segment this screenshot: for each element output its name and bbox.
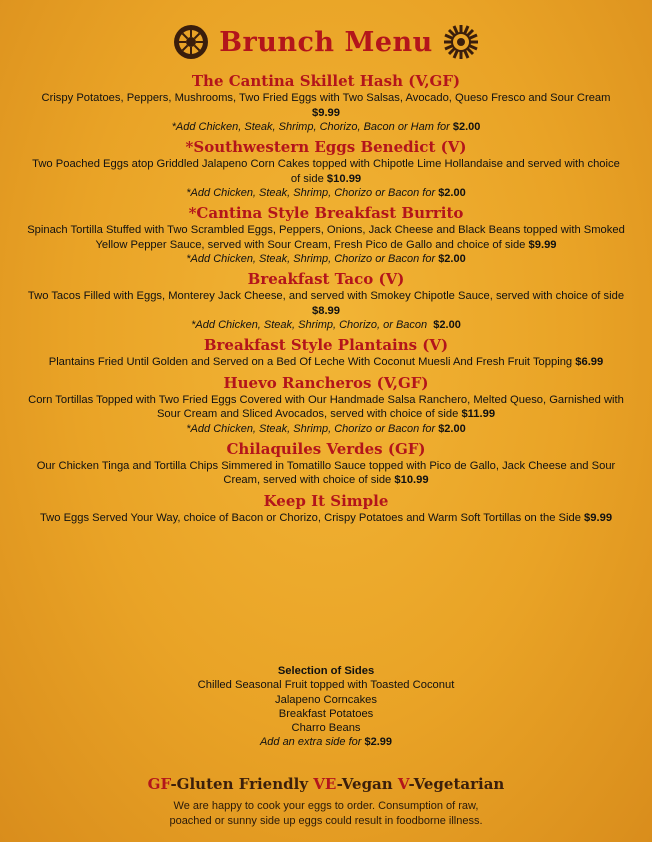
item-name: Huevo Rancheros (V,GF) (223, 373, 429, 392)
item-name: Breakfast Taco (V) (247, 270, 405, 288)
item-price: $9.99 (528, 238, 557, 251)
item-addon: *Add Chicken, Steak, Shrimp, Chorizo or Bacon for $2.00 (186, 422, 466, 435)
sides-section (0, 664, 652, 749)
side-item: Breakfast Potatoes (278, 707, 374, 720)
menu-items (0, 72, 652, 529)
sunburst-icon (173, 24, 209, 60)
item-addon: *Add Chicken, Steak, Shrimp, Chorizo or Bacon for $2.00 (186, 253, 466, 265)
item-description: Our Chicken Tinga and Tortilla Chips Simmered in Tomatillo Sauce topped with Pico de Gallo, Jack Cheese and Sour Cream, served with choice of side $10.99 (36, 459, 616, 486)
side-item: Jalapeno Corncakes (275, 693, 377, 706)
legend-text-v: -Vegetarian (408, 775, 505, 793)
item-name: Breakfast Style Plantains (V) (203, 336, 449, 354)
item-name: Keep It Simple (263, 491, 389, 510)
item-name: *Cantina Style Breakfast Burrito (188, 204, 464, 222)
menu-item (26, 138, 626, 200)
legend-code-ve: VE (313, 775, 337, 793)
item-description: Corn Tortillas Topped with Two Fried Eggs Covered with Our Handmade Salsa Ranchero, Melted Queso, Garnished with Sour Cream and Sliced Avocados, served with choice of side $11.99 (28, 393, 624, 420)
side-item: Charro Beans (291, 722, 361, 735)
item-addon: *Add Chicken, Steak, Shrimp, Chorizo, or Bacon $2.00 (191, 319, 461, 331)
item-addon: *Add Chicken, Steak, Shrimp, Chorizo, Bacon or Ham for $2.00 (171, 121, 481, 133)
item-name: The Cantina Skillet Hash (V,GF) (191, 72, 461, 90)
side-item: Chilled Seasonal Fruit topped with Toasted Coconut (197, 679, 455, 692)
menu-item (26, 374, 626, 436)
item-price: $10.99 (394, 474, 429, 486)
item-price: $8.99 (312, 304, 340, 317)
legend-text-gf: -Gluten Friendly (170, 775, 309, 793)
menu-item (26, 336, 626, 370)
item-description: Crispy Potatoes, Peppers, Mushrooms, Two Fried Eggs with Two Salsas, Avocado, Queso Fresco and Sour Cream $9.99 (41, 92, 611, 119)
food-safety-notice: We are happy to cook your eggs to order. Consumption of raw, poached or sunny side up eggs could result in foodborne illness. (169, 800, 483, 827)
dietary-legend (0, 775, 652, 793)
menu-item (26, 72, 626, 134)
menu-item (26, 270, 626, 332)
menu-header (0, 20, 652, 64)
menu-item (26, 204, 626, 266)
item-description: Two Poached Eggs atop Griddled Jalapeno Corn Cakes topped with Chipotle Lime Hollandaise and served with choice of side $10.99 (32, 158, 620, 185)
item-addon: *Add Chicken, Steak, Shrimp, Chorizo or Bacon for $2.00 (186, 187, 466, 199)
item-price: $10.99 (326, 172, 362, 185)
item-price: $9.99 (312, 106, 340, 119)
item-name: *Southwestern Eggs Benedict (V) (185, 138, 467, 156)
item-price: $11.99 (461, 408, 496, 420)
menu-item (26, 440, 626, 488)
legend-code-gf: GF (147, 775, 171, 793)
legend-text-ve: -Vegan (336, 775, 393, 793)
sunburst-icon (443, 24, 479, 60)
item-price: $6.99 (575, 356, 604, 368)
item-price: $9.99 (584, 511, 613, 524)
extra-side: Add an extra side for $2.99 (259, 736, 393, 749)
sides-title: Selection of Sides (277, 665, 375, 677)
legend-code-v: V (397, 775, 409, 793)
menu-item (26, 492, 626, 526)
item-description: Two Tacos Filled with Eggs, Monterey Jack Cheese, and served with Smokey Chipotle Sauce, served with choice of side $8.99 (27, 290, 625, 317)
item-description: Spinach Tortilla Stuffed with Two Scrambled Eggs, Peppers, Onions, Jack Cheese and Black Beans topped with Smoked Yellow Pepper Sauce, served with Sour Cream, Fresh Pico de Gallo and choice of side $9.99 (27, 224, 625, 251)
menu-title: Brunch Menu (219, 26, 433, 58)
item-name: Chilaquiles Verdes (GF) (226, 439, 426, 458)
item-description: Plantains Fried Until Golden and Served on a Bed Of Leche With Coconut Muesli And Fresh Fruit Topping $6.99 (48, 356, 604, 368)
item-description: Two Eggs Served Your Way, choice of Bacon or Chorizo, Crispy Potatoes and Warm Soft Tortillas on the Side $9.99 (39, 511, 613, 524)
